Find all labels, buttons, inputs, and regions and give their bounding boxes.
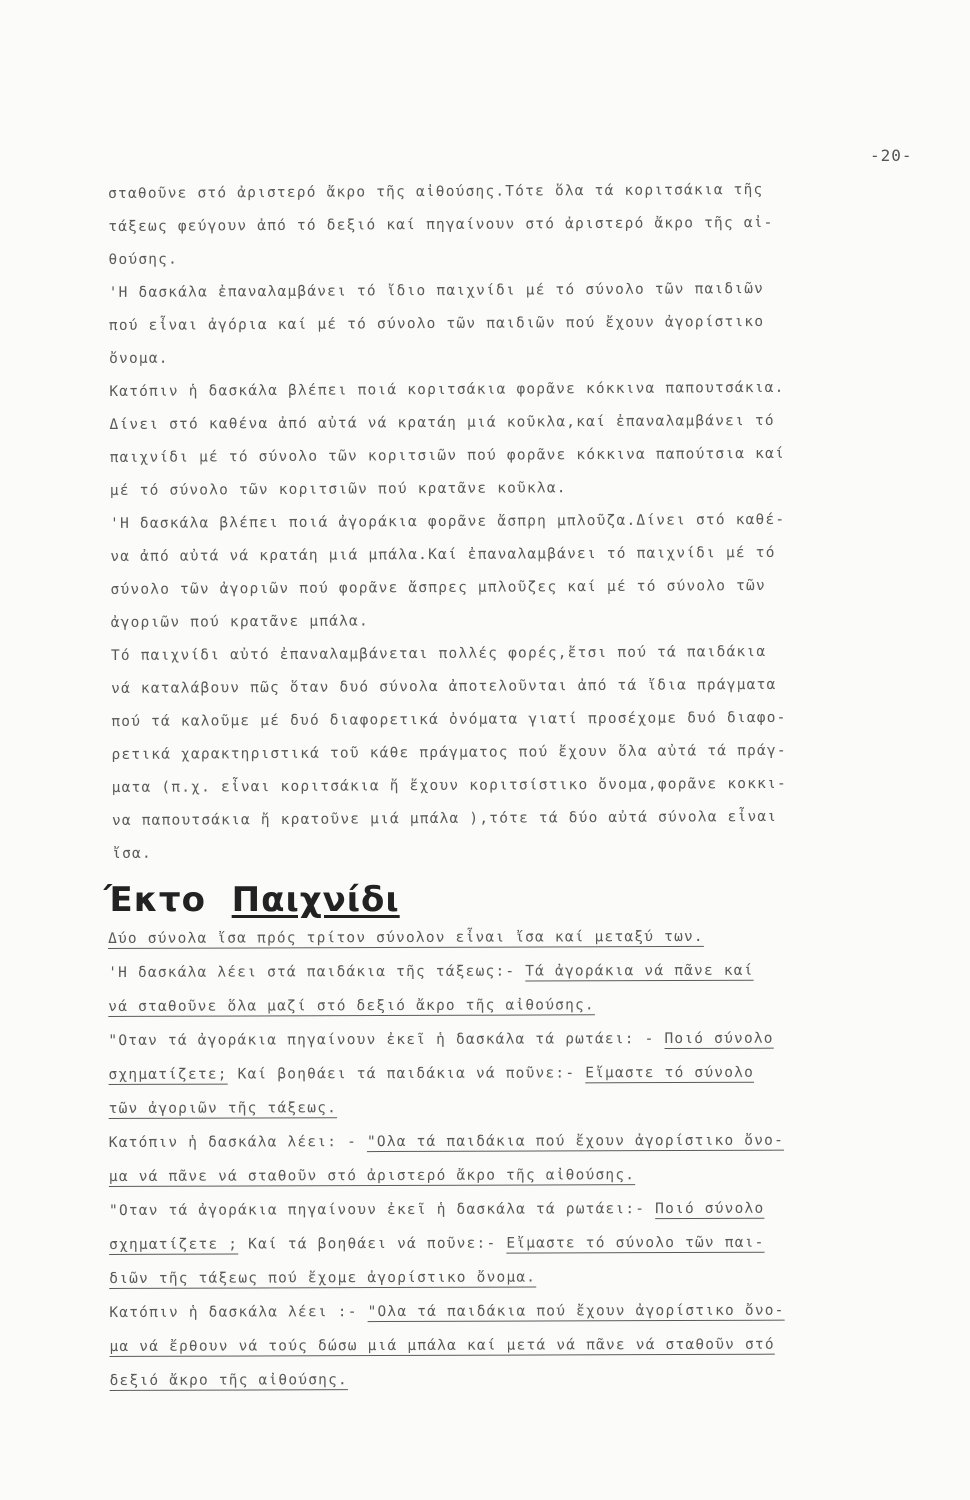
text-line: ἴσα. — [112, 845, 152, 862]
heading-word-1: Έκτο — [104, 880, 206, 920]
text-line: τῶν ἀγοριῶν τῆς τάξεως. — [108, 1100, 338, 1117]
heading-word-2: Παιχνίδι — [231, 880, 400, 920]
text-line: 'Η δασκάλα λέει στά παιδάκια τῆς τάξεως:- Τά ἀγοράκια νά πᾶνε καί — [108, 962, 754, 981]
page-number: -20- — [870, 146, 913, 165]
section-subtitle: Δύο σύνολα ἴσα πρός τρίτον σύνολον εἶναι ἴσα καί μεταξύ των. — [108, 928, 704, 947]
text-line: Κατόπιν ἡ δασκάλα βλέπει ποιά κοριτσάκια φορᾶνε κόκκινα παπουτσάκια. — [109, 379, 785, 400]
game-instructions — [108, 919, 930, 1398]
text-line: πού τά καλοῦμε μέ δυό διαφορετικά ὀνόματα γιατί προσέχομε δυό διαφο- — [111, 709, 787, 730]
text-line: ὄνομα. — [109, 350, 169, 367]
body-text — [108, 173, 932, 871]
text-line: νά σταθοῦνε ὅλα μαζί στό δεξιό ἄκρο τῆς αἰθούσης. — [108, 997, 595, 1015]
text-line: σχηματίζετε ; Καί τά βοηθάει νά ποῦνε:- Εἴμαστε τό σύνολο τῶν παι- — [109, 1234, 765, 1253]
text-line: μέ τό σύνολο τῶν κοριτσιῶν πού κρατᾶνε κοῦκλα. — [109, 480, 567, 499]
text-line: να παπουτσάκια ἤ κρατοῦνε μιά μπάλα ),τότε τά δύο αὐτά σύνολα εἶναι — [111, 808, 778, 829]
text-line: σχηματίζετε; Καί βοηθάει τά παιδάκια νά ποῦνε:- Εἴμαστε τό σύνολο — [108, 1064, 755, 1083]
text-line: Τό παιχνίδι αὐτό ἐπαναλαμβάνεται πολλές φορές,ἔτσι πού τά παιδάκια — [110, 643, 767, 664]
text-line: Δίνει στό καθένα ἀπό αὐτά νά κρατάη μιά κοῦκλα,καί ἐπαναλαμβάνει τό — [109, 412, 775, 433]
text-line: "Οταν τά ἀγοράκια πηγαίνουν ἐκεῖ ἡ δασκάλα τά ρωτάει:- Ποιό σύνολο — [108, 1200, 765, 1219]
text-line: διῶν τῆς τάξεως πού ἔχομε ἀγορίστικο ὄνομα. — [109, 1269, 537, 1287]
text-line: τάξεως φεύγουν ἀπό τό δεξιό καί πηγαίνουν στό ἀριστερό ἄκρο τῆς αἰ- — [108, 214, 774, 235]
text-line: σύνολο τῶν ἀγοριῶν πού φορᾶνε ἄσπρες μπλοῦζες καί μέ τό σύνολο τῶν — [110, 577, 766, 598]
text-line: δεξιό ἄκρο τῆς αἰθούσης. — [109, 1372, 348, 1389]
text-line: θούσης. — [108, 251, 179, 268]
section-heading — [104, 880, 400, 920]
text-line: Κατόπιν ἡ δασκάλα λέει: - "Ολα τά παιδάκια πού ἔχουν ἀγορίστικο ὄνο- — [108, 1132, 785, 1151]
text-line: μα νά ἔρθουν νά τούς δώσω μιά μπάλα καί μετά νά πᾶνε νά σταθοῦν στό — [109, 1336, 775, 1355]
text-line: Κατόπιν ἡ δασκάλα λέει :- "Ολα τά παιδάκια πού ἔχουν ἀγορίστικο ὄνο- — [109, 1302, 785, 1321]
text-line: νά καταλάβουν πῶς ὅταν δυό σύνολα ἀποτελοῦνται ἀπό τά ἴδια πράγματα — [111, 676, 777, 697]
text-line: "Οταν τά ἀγοράκια πηγαίνουν ἐκεῖ ἡ δασκάλα τά ρωτάει: - Ποιό σύνολο — [108, 1030, 774, 1049]
text-line: 'Η δασκάλα ἐπαναλαμβάνει τό ἴδιο παιχνίδι μέ τό σύνολο τῶν παιδιῶν — [108, 280, 765, 301]
text-line: πού εἶναι ἀγόρια καί μέ τό σύνολο τῶν παιδιῶν πού ἔχουν ἀγορίστικο — [108, 313, 765, 334]
text-line: μα νά πᾶνε νά σταθοῦν στό ἀριστερό ἄκρο τῆς αἰθούσης. — [108, 1167, 636, 1185]
text-line: 'Η δασκάλα βλέπει ποιά ἀγοράκια φορᾶνε ἄσπρη μπλοῦζα.Δίνει στό καθέ- — [110, 511, 786, 532]
text-line: ματα (π.χ. εἶναι κοριτσάκια ἤ ἔχουν κοριτσίστικο ὄνομα,φορᾶνε κοκκι- — [111, 775, 787, 796]
text-line: ἀγοριῶν πού κρατᾶνε μπάλα. — [110, 613, 369, 631]
text-line: σταθοῦνε στό ἀριστερό ἄκρο τῆς αἰθούσης.Τότε ὅλα τά κοριτσάκια τῆς — [108, 181, 764, 202]
text-line: ρετικά χαρακτηριστικά τοῦ κάθε πράγματος πού ἔχουν ὅλα αὐτά τά πράγ- — [111, 742, 787, 763]
text-line: να ἀπό αὐτά νά κρατάη μιά μπάλα.Καί ἐπαναλαμβάνει τό παιχνίδι μέ τό — [110, 544, 776, 565]
text-line: παιχνίδι μέ τό σύνολο τῶν κοριτσιῶν πού φορᾶνε κόκκινα παπούτσια καί — [109, 445, 785, 466]
